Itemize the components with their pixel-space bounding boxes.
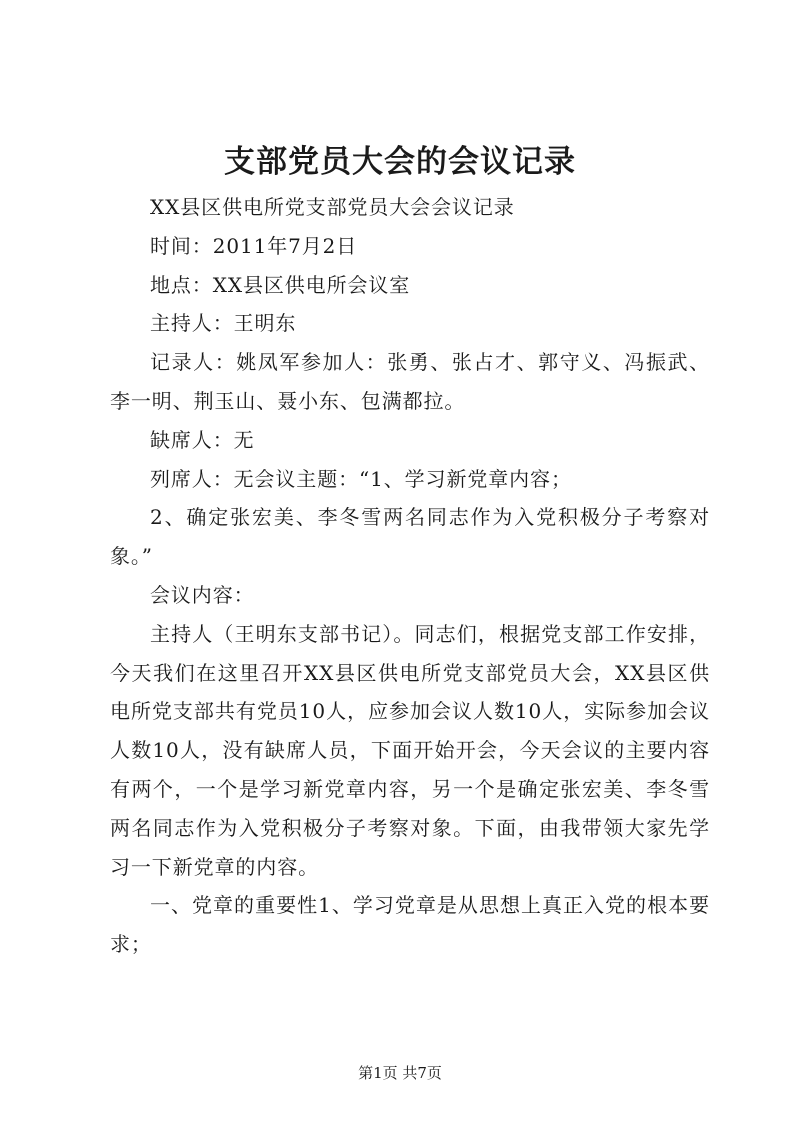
document-title: 支部党员大会的会议记录 xyxy=(224,144,576,180)
paragraph-record-heading: XX县区供电所党支部党员大会会议记录 xyxy=(150,195,515,219)
document-body xyxy=(110,188,710,964)
paragraph-time: 时间：2011年7月2日 xyxy=(150,233,358,258)
paragraph-host-speech: 主持人（王明东支部书记）。同志们，根据党支部工作安排，今天我们在这里召开XX县区供电所党支部党员大会，XX县区供电所党支部共有党员10人，应参加会议人数10人，实际参加会议人数10人，没有缺席人员，下面开始开会，今天会议的主要内容有两个，一个是学习新党章内容，另一个是确定张宏美、李冬雪两名同志作为入党积极分子考察对象。下面，由我带领大家先学习一下新党章的内容。 xyxy=(110,621,710,879)
paragraph-observers-topic: 列席人：无会议主题：“1、学习新党章内容； xyxy=(150,466,572,491)
page-footer: 第1页 共7页 xyxy=(358,1064,442,1082)
paragraph-absent: 缺席人：无 xyxy=(150,427,255,452)
paragraph-location: 地点：XX县区供电所会议室 xyxy=(150,272,411,297)
paragraph-host: 主持人：王明东 xyxy=(150,311,297,336)
paragraph-recorder-attendees: 记录人：姚凤军参加人：张勇、张占才、郭守义、冯振武、李一明、荆玉山、聂小东、包满都拉。 xyxy=(110,350,710,413)
paragraph-topic-two: 2、确定张宏美、李冬雪两名同志作为入党积极分子考察对象。” xyxy=(110,505,710,569)
paragraph-section-one: 一、党章的重要性1、学习党章是从思想上真正入党的根本要求； xyxy=(110,893,710,957)
paragraph-content-heading: 会议内容： xyxy=(150,582,255,607)
